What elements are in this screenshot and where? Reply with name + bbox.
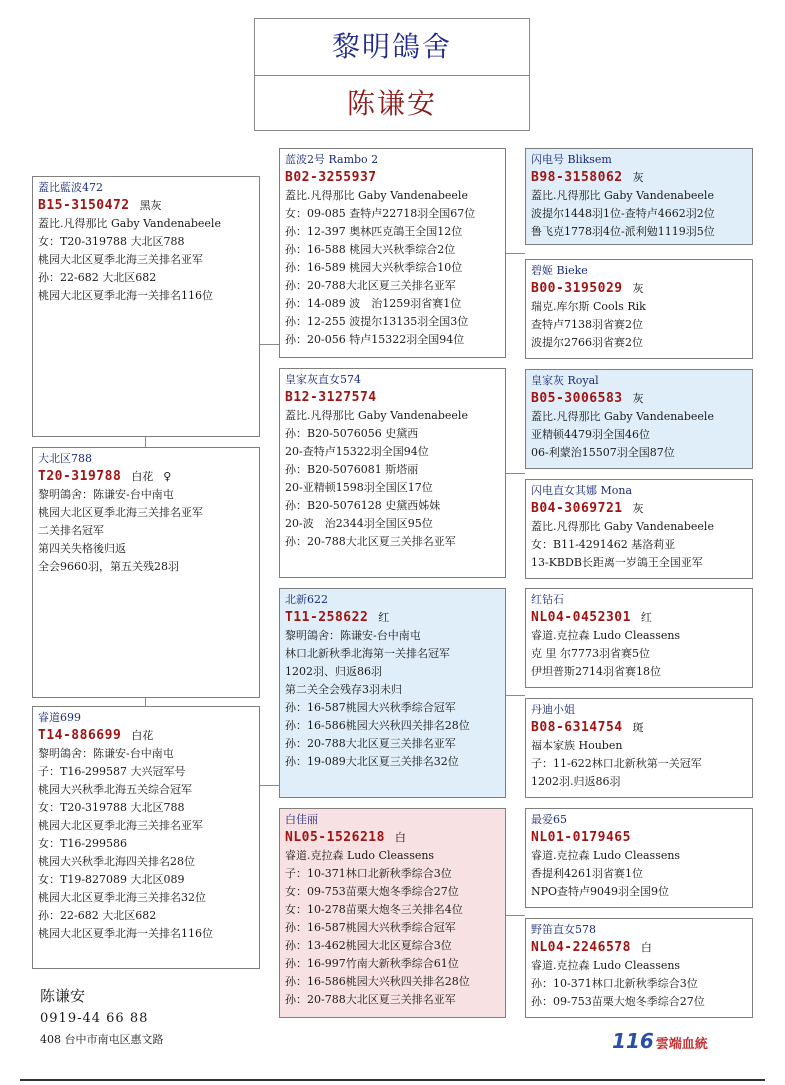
granddam-card	[279, 368, 506, 578]
info-line: 桃园大北区夏季北海一关排名116位	[38, 927, 213, 940]
info-line: 孙：20-788大北区夏三关排名亚军	[285, 993, 456, 1006]
info-line: 孙：12-397 奥林匹克鴿王全国12位	[285, 225, 463, 238]
feather-color: 白	[640, 941, 652, 954]
info-line: 桃园大北区夏季北海三关排名32位	[38, 891, 206, 904]
info-line: 20-查特卢15322羽全国94位	[285, 445, 429, 458]
info-line: 孙：16-588 桃园大兴秋季综合2位	[285, 243, 456, 256]
contact-address: 408 台中市南屯区惠文路	[40, 1033, 164, 1046]
connector	[505, 695, 525, 696]
info-line: 20-亚精顿1598羽全国区17位	[285, 481, 433, 494]
feather-color: 白	[394, 831, 406, 844]
info-line: 克 里 尔7773羽省赛5位	[531, 647, 650, 660]
bird-name: 北新622	[285, 593, 328, 606]
connector	[259, 785, 280, 786]
ancestor-card	[525, 259, 753, 359]
info-line: 孙：09-753苗栗大炮冬季综合27位	[531, 995, 705, 1008]
info-line: 女：T16-299586	[38, 837, 128, 850]
info-line: 孙：19-089大北区夏三关排名32位	[285, 755, 459, 768]
info-line: 蓋比.凡得那比 Gaby Vandenabeele	[531, 189, 714, 202]
info-line: 孙：16-589 桃园大兴秋季综合10位	[285, 261, 463, 274]
pedigree-header	[254, 18, 530, 131]
feather-color: 灰	[632, 282, 644, 295]
info-line: 孙：16-997竹南大新秋季综合61位	[285, 957, 459, 970]
info-line: 女：09-753苗栗大炮冬季综合27位	[285, 885, 459, 898]
info-line: 全会9660羽，第五关残28羽	[38, 560, 179, 573]
connector	[505, 253, 525, 254]
grandsire-card	[279, 588, 506, 798]
info-line: 女：T20-319788 大北区788	[38, 801, 185, 814]
info-line: 鲁飞克1778羽4位-派利勉1119羽5位	[531, 225, 715, 238]
ring-number: B98-3158062	[531, 170, 623, 185]
info-line: 孙：B20-5076056 史黛西	[285, 427, 419, 440]
info-line: 女：T19-827089 大北区089	[38, 873, 185, 886]
logo-number: 116	[612, 1029, 654, 1053]
info-line: 睿道.克拉森 Ludo Cleassens	[531, 959, 681, 972]
owner-name: 陈谦安	[346, 87, 437, 120]
ring-number: B04-3069721	[531, 501, 623, 516]
info-line: 二关排名冠军	[38, 524, 104, 537]
bird-name: 蓝波2号 Rambo 2	[285, 153, 379, 166]
ring-number: B05-3006583	[531, 391, 623, 406]
info-line: 女：B11-4291462 基洛莉亚	[531, 538, 676, 551]
info-line: 1202羽.归返86羽	[531, 775, 621, 788]
info-line: 黎明鴿舍：陈谦安-台中南屯	[38, 488, 174, 501]
feather-color: 白花	[131, 470, 154, 483]
info-line: 孙：20-056 特卢15322羽全国94位	[285, 333, 465, 346]
info-line: 福本家族 Houben	[531, 739, 623, 752]
ancestor-card	[525, 698, 753, 798]
info-line: 孙：20-788大北区夏三关排名亚军	[285, 535, 456, 548]
bird-name: 皇家灰 Royal	[531, 374, 599, 387]
ancestor-card	[525, 588, 753, 688]
info-line: 女：09-085 查特卢22718羽全国67位	[285, 207, 476, 220]
bird-name: 丹迪小姐	[531, 703, 575, 716]
feather-color: 灰	[632, 392, 644, 405]
brand-logo	[612, 1029, 708, 1054]
info-line: 孙：13-462桃园大北区夏综合3位	[285, 939, 452, 952]
info-line: 孙：16-586桃园大兴秋四关排名28位	[285, 719, 470, 732]
bird-name: 白佳丽	[285, 813, 318, 826]
info-line: 睿道.克拉森 Ludo Cleassens	[285, 849, 435, 862]
info-line: 香提利4261羽省赛1位	[531, 867, 643, 880]
feather-color: 黑灰	[139, 199, 162, 212]
info-line: 子：11-622林口北新秋第一关冠军	[531, 757, 702, 770]
info-line: 桃园大北区夏季北海三关排名亚军	[38, 506, 203, 519]
info-line: 第四关失格後归返	[38, 542, 126, 555]
info-line: 桃园大兴秋季北海五关综合冠军	[38, 783, 192, 796]
ring-number: T20-319788	[38, 469, 122, 484]
bird-name: 大北区788	[38, 452, 92, 465]
feather-color: 白花	[131, 729, 154, 742]
info-line: 桃园大北区夏季北海一关排名116位	[38, 289, 213, 302]
info-line: 孙：12-255 波提尔13135羽全国3位	[285, 315, 469, 328]
feather-color: 灰	[632, 171, 644, 184]
info-line: 桃园大兴秋季北海四关排名28位	[38, 855, 195, 868]
info-line: 孙：20-788大北区夏三关排名亚军	[285, 737, 456, 750]
ring-number: B02-3255937	[285, 170, 377, 185]
ancestor-card	[525, 369, 753, 469]
info-line: 孙：16-586桃园大兴秋四关排名28位	[285, 975, 470, 988]
ring-number: NL01-0179465	[531, 830, 631, 845]
info-line: 06-利蒙治15507羽全国87位	[531, 446, 675, 459]
info-line: 波提尔2766羽省赛2位	[531, 336, 643, 349]
info-line: 黎明鴿舍：陈谦安-台中南屯	[38, 747, 174, 760]
info-line: 睿道.克拉森 Ludo Cleassens	[531, 849, 681, 862]
granddam-card	[279, 808, 506, 1018]
ancestor-card	[525, 479, 753, 579]
bird-name: 红钻石	[531, 593, 564, 606]
info-line: 孙：22-682 大北区682	[38, 271, 157, 284]
contact-name: 陈谦安	[40, 987, 86, 1005]
ring-number: T11-258622	[285, 610, 369, 625]
info-line: 孙：14-089 波 治1259羽省赛1位	[285, 297, 462, 310]
info-line: 子：10-371林口北新秋季综合3位	[285, 867, 452, 880]
info-line: 伊坦普斯2714羽省赛18位	[531, 665, 661, 678]
info-line: 第二关全会残存3羽未归	[285, 683, 402, 696]
info-line: 查特卢7138羽省赛2位	[531, 318, 643, 331]
dam-card	[32, 706, 260, 969]
info-line: 女：T20-319788 大北区788	[38, 235, 185, 248]
connector	[505, 473, 525, 474]
info-line: 波提尔1448羽1位-查特卢4662羽2位	[531, 207, 715, 220]
info-line: 13-KBDB长距离一岁鴿王全国亚军	[531, 556, 703, 569]
info-line: 蓋比.凡得那比 Gaby Vandenabeele	[285, 409, 468, 422]
bird-name: 碧姬 Bieke	[531, 264, 588, 277]
feather-color: 红	[640, 611, 652, 624]
info-line: 蓋比.凡得那比 Gaby Vandenabeele	[38, 217, 221, 230]
info-line: 蓋比.凡得那比 Gaby Vandenabeele	[531, 520, 714, 533]
ring-number: B00-3195029	[531, 281, 623, 296]
bird-name: 野笛直女578	[531, 923, 596, 936]
info-line: 蓋比.凡得那比 Gaby Vandenabeele	[285, 189, 468, 202]
bird-name: 闪电号 Bliksem	[531, 153, 612, 166]
bird-name: 睿道699	[38, 711, 81, 724]
info-line: 1202羽、归返86羽	[285, 665, 382, 678]
info-line: 蓋比.凡得那比 Gaby Vandenabeele	[531, 410, 714, 423]
info-line: 孙：22-682 大北区682	[38, 909, 157, 922]
logo-text: 雲端血統	[655, 1037, 708, 1052]
bird-name: 最爱65	[531, 813, 567, 826]
info-line: 桃园大北区夏季北海三关排名亚军	[38, 253, 203, 266]
info-line: 睿道.克拉森 Ludo Cleassens	[531, 629, 681, 642]
ring-number: T14-886699	[38, 728, 122, 743]
ring-number: B12-3127574	[285, 390, 377, 405]
info-line: 林口北新秋季北海第一关排名冠军	[285, 647, 450, 660]
info-line: 孙：10-371林口北新秋季综合3位	[531, 977, 698, 990]
contact-phone: 0919-44 66 88	[40, 1011, 149, 1026]
female-icon: ♀	[163, 470, 172, 483]
bottom-divider	[20, 1079, 765, 1081]
ancestor-card	[525, 808, 753, 908]
info-line: 孙：16-587桃园大兴秋季综合冠军	[285, 701, 456, 714]
ring-number: NL04-0452301	[531, 610, 631, 625]
grandsire-card	[279, 148, 506, 358]
ring-number: B08-6314754	[531, 720, 623, 735]
ring-number: B15-3150472	[38, 198, 130, 213]
bird-name: 皇家灰直女574	[285, 373, 361, 386]
info-line: 亚精顿4479羽全国46位	[531, 428, 650, 441]
connector	[505, 915, 525, 916]
ancestor-card	[525, 918, 753, 1018]
info-line: 瑞克.库尔斯 Cools Rik	[531, 300, 646, 313]
info-line: NPO查特卢9049羽全国9位	[531, 885, 670, 898]
sire-card	[32, 176, 260, 437]
info-line: 子：T16-299587 大兴冠军号	[38, 765, 186, 778]
bird-name: 闪电直女其娜 Mona	[531, 484, 633, 497]
feather-color: 灰	[632, 502, 644, 515]
subject-card	[32, 447, 260, 698]
ancestor-card	[525, 148, 753, 245]
info-line: 孙：20-788大北区夏三关排名亚军	[285, 279, 456, 292]
bird-name: 蓋比藍波472	[38, 181, 103, 194]
connector	[259, 344, 280, 345]
info-line: 桃园大北区夏季北海三关排名亚军	[38, 819, 203, 832]
info-line: 女：10-278苗栗大炮冬三关排名4位	[285, 903, 463, 916]
info-line: 20-波 治2344羽全国区95位	[285, 517, 433, 530]
info-line: 黎明鴿舍：陈谦安-台中南屯	[285, 629, 421, 642]
feather-color: 斑	[632, 721, 644, 734]
ring-number: NL04-2246578	[531, 940, 631, 955]
info-line: 孙：B20-5076128 史黛西姊妹	[285, 499, 441, 512]
info-line: 孙：16-587桃园大兴秋季综合冠军	[285, 921, 456, 934]
info-line: 孙：B20-5076081 斯塔丽	[285, 463, 419, 476]
loft-name: 黎明鴿舍	[255, 19, 529, 76]
ring-number: NL05-1526218	[285, 830, 385, 845]
feather-color: 红	[378, 611, 390, 624]
